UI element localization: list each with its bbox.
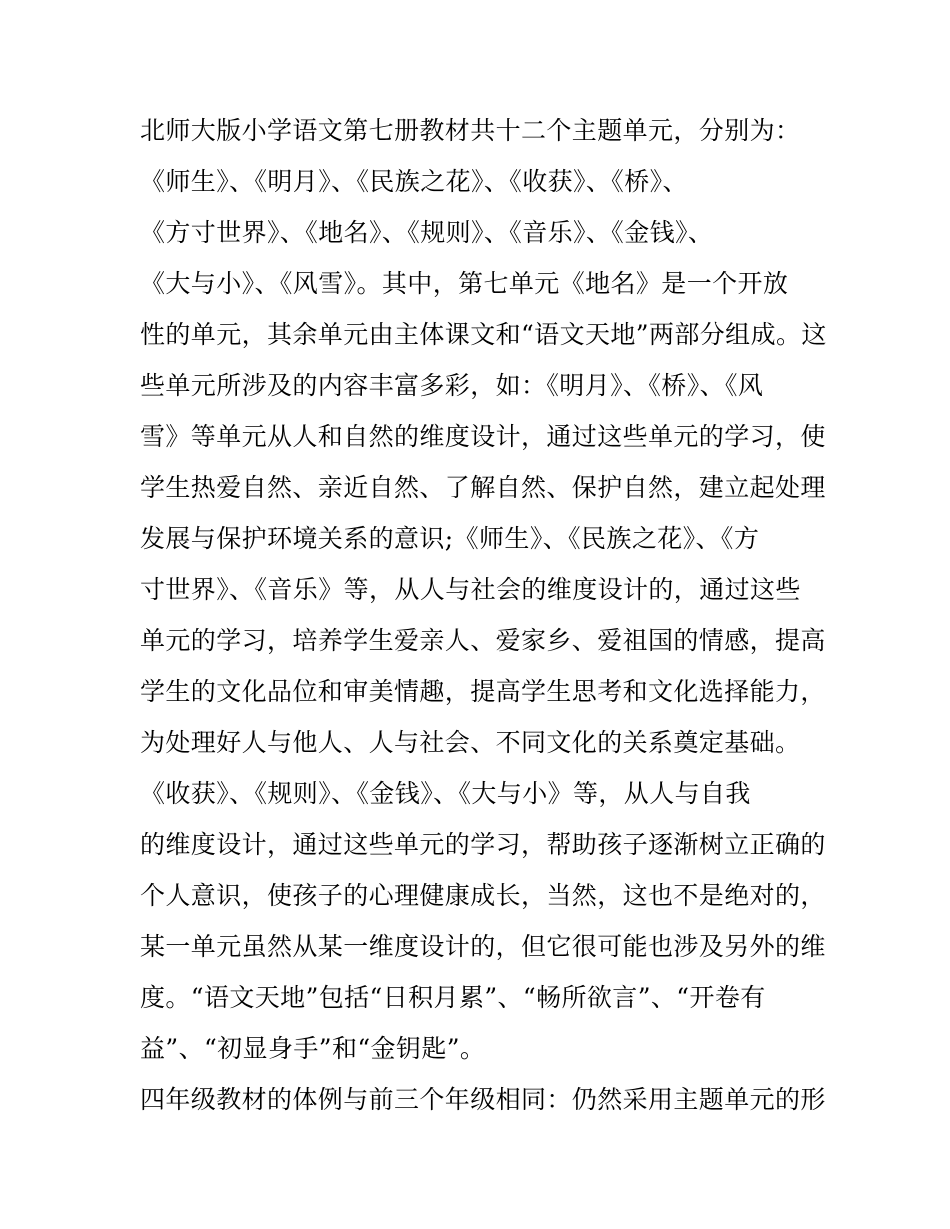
text-line: 发展与保护环境关系的意识;《师生》、《民族之花》、《方 xyxy=(140,524,760,553)
text-line: 四年级教材的体例与前三个年级相同：仍然采用主题单元的形 xyxy=(140,1085,826,1114)
text-line: 《方寸世界》、《地名》、《规则》、《音乐》、《金钱》、 xyxy=(140,218,714,247)
text-line: 性的单元，其余单元由主体课文和“语文天地”两部分组成。这 xyxy=(140,320,827,349)
text-line: 《师生》、《明月》、《民族之花》、《收获》、《桥》、 xyxy=(140,167,688,196)
text-line: 度。“语文天地”包括“日积月累”、“畅所欲言”、“开卷有 xyxy=(140,983,766,1012)
text-line: 益”、“初显身手”和“金钥匙”。 xyxy=(140,1034,486,1063)
text-line: 某一单元虽然从某一维度设计的，但它很可能也涉及另外的维 xyxy=(140,932,826,961)
text-line: 《收获》、《规则》、《金钱》、《大与小》等，从人与自我 xyxy=(140,779,751,808)
text-line: 为处理好人与他人、人与社会、不同文化的关系奠定基础。 xyxy=(140,728,801,757)
text-line: 的维度设计，通过这些单元的学习，帮助孩子逐渐树立正确的 xyxy=(140,830,826,859)
text-line: 个人意识，使孩子的心理健康成长，当然，这也不是绝对的， xyxy=(140,881,826,910)
text-line: 学生的文化品位和审美情趣，提高学生思考和文化选择能力， xyxy=(140,677,826,706)
text-line: 学生热爱自然、亲近自然、了解自然、保护自然，建立起处理 xyxy=(140,473,826,502)
text-line: 北师大版小学语文第七册教材共十二个主题单元，分别为： xyxy=(140,116,801,145)
text-line: 《大与小》、《风雪》。其中，第七单元《地名》是一个开放 xyxy=(140,269,789,298)
text-line: 寸世界》、《音乐》等，从人与社会的维度设计的，通过这些 xyxy=(140,575,801,604)
text-line: 些单元所涉及的内容丰富多彩，如：《明月》、《桥》、《风 xyxy=(140,371,764,400)
body-text xyxy=(140,105,827,1125)
text-line: 雪》等单元从人和自然的维度设计，通过这些单元的学习，使 xyxy=(140,422,826,451)
text-line: 单元的学习，培养学生爱亲人、爱家乡、爱祖国的情感，提高 xyxy=(140,626,826,655)
